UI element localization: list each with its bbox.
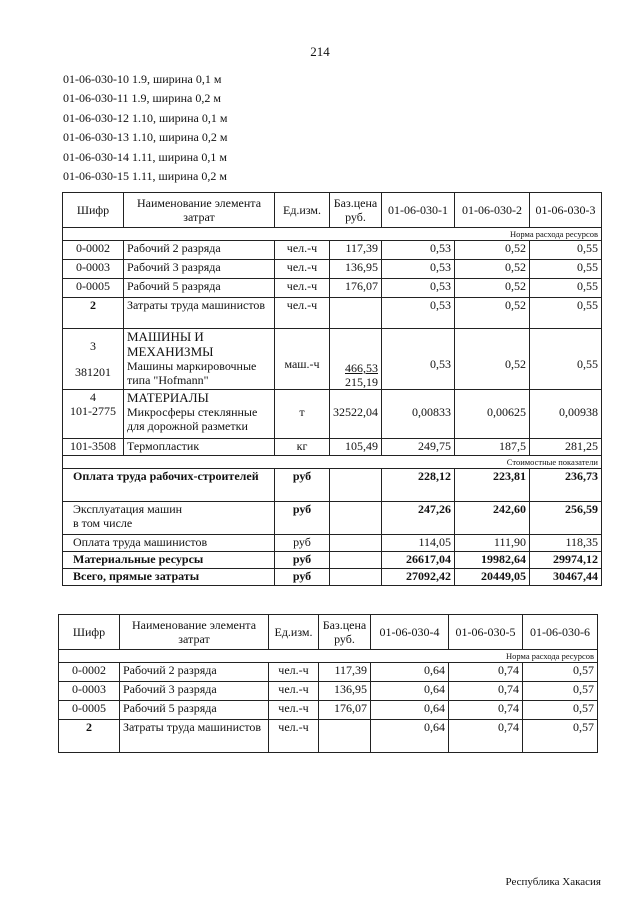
header-col-4: 01-06-030-4 bbox=[371, 615, 449, 650]
cost-name: Всего, прямые затраты bbox=[63, 569, 275, 586]
cost-v2: 242,60 bbox=[455, 502, 530, 535]
cost-empty bbox=[330, 469, 382, 502]
cell-price bbox=[319, 720, 371, 753]
labor-total-row bbox=[59, 720, 598, 753]
cell-v3: 0,57 bbox=[523, 663, 598, 682]
cell-unit: чел.-ч bbox=[275, 260, 330, 279]
cost-v1: 26617,04 bbox=[382, 552, 455, 569]
cell-name bbox=[124, 329, 275, 390]
cell-price: 117,39 bbox=[319, 663, 371, 682]
cell-code: 0-0005 bbox=[59, 701, 120, 720]
cost-v2: 19982,64 bbox=[455, 552, 530, 569]
cell-price: 32522,04 bbox=[330, 390, 382, 439]
header-unit: Ед.изм. bbox=[275, 193, 330, 228]
table-row bbox=[59, 682, 598, 701]
footer-region: Республика Хакасия bbox=[505, 876, 601, 888]
section-row bbox=[63, 456, 602, 469]
cell-price: 136,95 bbox=[330, 260, 382, 279]
cell-v2: 0,52 bbox=[455, 241, 530, 260]
cost-v1: 27092,42 bbox=[382, 569, 455, 586]
materials-row bbox=[63, 390, 602, 439]
cost-subtitle: в том числе bbox=[73, 516, 133, 530]
cost-v3: 30467,44 bbox=[530, 569, 602, 586]
cell-price: 176,07 bbox=[319, 701, 371, 720]
cell-price bbox=[330, 329, 382, 390]
cell-name: Затраты труда машинистов bbox=[124, 298, 275, 329]
cost-row bbox=[63, 502, 602, 535]
table-row bbox=[63, 439, 602, 456]
cell-unit: кг bbox=[275, 439, 330, 456]
material-code: 101-2775 bbox=[70, 404, 116, 418]
cell-name: Рабочий 3 разряда bbox=[120, 682, 269, 701]
section-code: 4 bbox=[90, 390, 96, 404]
cell-v2: 0,52 bbox=[455, 329, 530, 390]
cell-code: 0-0003 bbox=[63, 260, 124, 279]
table-header-row bbox=[59, 615, 598, 650]
cell-name: Затраты труда машинистов bbox=[120, 720, 269, 753]
cell-v3: 0,55 bbox=[530, 260, 602, 279]
header-col-6: 01-06-030-6 bbox=[523, 615, 598, 650]
cell-code: 101-3508 bbox=[63, 439, 124, 456]
cost-v3: 236,73 bbox=[530, 469, 602, 502]
header-col-1: 01-06-030-1 bbox=[382, 193, 455, 228]
header-price: Баз.цена руб. bbox=[330, 193, 382, 228]
section-title: МАТЕРИАЛЫ bbox=[127, 390, 209, 405]
machines-row bbox=[63, 329, 602, 390]
price-main: 466,53 bbox=[345, 361, 378, 375]
cost-name: Материальные ресурсы bbox=[63, 552, 275, 569]
code-line: 01-06-030-14 1.11, ширина 0,1 м bbox=[63, 149, 227, 164]
cell-v1: 0,53 bbox=[382, 279, 455, 298]
cell-v3: 0,55 bbox=[530, 241, 602, 260]
header-unit: Ед.изм. bbox=[269, 615, 319, 650]
cost-empty bbox=[330, 552, 382, 569]
cost-empty bbox=[330, 502, 382, 535]
cost-v2: 20449,05 bbox=[455, 569, 530, 586]
cell-unit: чел.-ч bbox=[275, 298, 330, 329]
cell-code: 0-0002 bbox=[59, 663, 120, 682]
cell-code: 2 bbox=[59, 720, 120, 753]
cost-unit: руб bbox=[275, 469, 330, 502]
section-row bbox=[63, 228, 602, 241]
table-row bbox=[59, 663, 598, 682]
cost-empty bbox=[330, 569, 382, 586]
cell-unit: чел.-ч bbox=[269, 663, 319, 682]
material-name: Микросферы стеклянные для дорожной разметки bbox=[127, 405, 258, 433]
machine-name: Машины маркировочные типа "Hofmann" bbox=[127, 359, 257, 387]
cell-v3: 0,55 bbox=[530, 329, 602, 390]
cell-code: 0-0005 bbox=[63, 279, 124, 298]
cell-name: Рабочий 3 разряда bbox=[124, 260, 275, 279]
cell-v1: 0,64 bbox=[371, 682, 449, 701]
cost-label: Стоимостные показатели bbox=[63, 456, 602, 469]
cell-unit: чел.-ч bbox=[275, 241, 330, 260]
cell-unit: чел.-ч bbox=[269, 682, 319, 701]
cell-v1: 0,53 bbox=[382, 260, 455, 279]
resource-table-1 bbox=[62, 192, 602, 586]
cost-v2: 111,90 bbox=[455, 535, 530, 552]
cell-code bbox=[63, 329, 124, 390]
cell-v1: 0,00833 bbox=[382, 390, 455, 439]
cost-row bbox=[63, 535, 602, 552]
cell-v3: 0,57 bbox=[523, 720, 598, 753]
cell-v1: 0,53 bbox=[382, 329, 455, 390]
cost-unit: руб bbox=[275, 502, 330, 535]
cell-name: Рабочий 5 разряда bbox=[124, 279, 275, 298]
cell-v1: 0,64 bbox=[371, 663, 449, 682]
cost-v1: 114,05 bbox=[382, 535, 455, 552]
code-line: 01-06-030-13 1.10, ширина 0,2 м bbox=[63, 130, 228, 145]
cell-v2: 0,52 bbox=[455, 298, 530, 329]
cell-name: Рабочий 2 разряда bbox=[124, 241, 275, 260]
table-row bbox=[63, 279, 602, 298]
cell-v2: 187,5 bbox=[455, 439, 530, 456]
cell-v2: 0,74 bbox=[449, 720, 523, 753]
cell-v2: 0,52 bbox=[455, 260, 530, 279]
cell-v1: 249,75 bbox=[382, 439, 455, 456]
code-line: 01-06-030-15 1.11, ширина 0,2 м bbox=[63, 169, 227, 184]
table-row bbox=[59, 701, 598, 720]
cost-row bbox=[63, 569, 602, 586]
table-header-row bbox=[63, 193, 602, 228]
cost-v3: 29974,12 bbox=[530, 552, 602, 569]
machine-code: 381201 bbox=[75, 365, 111, 379]
cost-v2: 223,81 bbox=[455, 469, 530, 502]
cell-name: Рабочий 5 разряда bbox=[120, 701, 269, 720]
cell-unit: чел.-ч bbox=[269, 720, 319, 753]
cell-price bbox=[330, 298, 382, 329]
cost-v1: 247,26 bbox=[382, 502, 455, 535]
cell-v2: 0,74 bbox=[449, 682, 523, 701]
cell-v2: 0,52 bbox=[455, 279, 530, 298]
cell-price: 117,39 bbox=[330, 241, 382, 260]
cell-v2: 0,74 bbox=[449, 701, 523, 720]
cell-code: 0-0002 bbox=[63, 241, 124, 260]
cost-v3: 256,59 bbox=[530, 502, 602, 535]
norm-label: Норма расхода ресурсов bbox=[59, 650, 598, 663]
cell-v3: 0,57 bbox=[523, 682, 598, 701]
cell-unit: чел.-ч bbox=[269, 701, 319, 720]
cost-unit: руб bbox=[275, 552, 330, 569]
header-col-5: 01-06-030-5 bbox=[449, 615, 523, 650]
cell-unit: т bbox=[275, 390, 330, 439]
code-list bbox=[63, 70, 227, 186]
table-row bbox=[63, 241, 602, 260]
cost-name: Оплата труда рабочих-строителей bbox=[63, 469, 275, 502]
cell-name bbox=[124, 390, 275, 439]
cell-v3: 0,55 bbox=[530, 279, 602, 298]
cost-title: Эксплуатация машин bbox=[73, 502, 183, 516]
cell-name: Термопластик bbox=[124, 439, 275, 456]
cost-empty bbox=[330, 535, 382, 552]
cell-code: 0-0003 bbox=[59, 682, 120, 701]
cell-code: 2 bbox=[63, 298, 124, 329]
cell-name: Рабочий 2 разряда bbox=[120, 663, 269, 682]
cost-row bbox=[63, 552, 602, 569]
cell-v1: 0,53 bbox=[382, 298, 455, 329]
header-code: Шифр bbox=[59, 615, 120, 650]
cost-v1: 228,12 bbox=[382, 469, 455, 502]
header-name: Наименование элемента затрат bbox=[124, 193, 275, 228]
code-line: 01-06-030-11 1.9, ширина 0,2 м bbox=[63, 91, 221, 106]
code-line: 01-06-030-12 1.10, ширина 0,1 м bbox=[63, 110, 228, 125]
section-row bbox=[59, 650, 598, 663]
cost-unit: руб bbox=[275, 535, 330, 552]
resource-table-2 bbox=[58, 614, 598, 753]
header-col-3: 01-06-030-3 bbox=[530, 193, 602, 228]
cell-v1: 0,64 bbox=[371, 720, 449, 753]
cost-row bbox=[63, 469, 602, 502]
norm-label: Норма расхода ресурсов bbox=[63, 228, 602, 241]
section-title: МАШИНЫ И МЕХАНИЗМЫ bbox=[127, 329, 214, 359]
cell-price: 176,07 bbox=[330, 279, 382, 298]
page-number: 214 bbox=[310, 44, 330, 59]
cell-v3: 0,00938 bbox=[530, 390, 602, 439]
cell-v2: 0,00625 bbox=[455, 390, 530, 439]
section-code: 3 bbox=[90, 339, 96, 353]
cost-name bbox=[63, 502, 275, 535]
header-code: Шифр bbox=[63, 193, 124, 228]
header-price: Баз.цена руб. bbox=[319, 615, 371, 650]
price-secondary: 215,19 bbox=[345, 375, 378, 389]
cell-price: 105,49 bbox=[330, 439, 382, 456]
header-name: Наименование элемента затрат bbox=[120, 615, 269, 650]
cost-unit: руб bbox=[275, 569, 330, 586]
code-line: 01-06-030-10 1.9, ширина 0,1 м bbox=[63, 72, 222, 86]
cost-v3: 118,35 bbox=[530, 535, 602, 552]
cell-v2: 0,74 bbox=[449, 663, 523, 682]
cell-code bbox=[63, 390, 124, 439]
cell-v3: 0,57 bbox=[523, 701, 598, 720]
table-row bbox=[63, 260, 602, 279]
cost-name: Оплата труда машинистов bbox=[63, 535, 275, 552]
cell-v1: 0,64 bbox=[371, 701, 449, 720]
header-col-2: 01-06-030-2 bbox=[455, 193, 530, 228]
cell-price: 136,95 bbox=[319, 682, 371, 701]
labor-total-row bbox=[63, 298, 602, 329]
cell-v3: 281,25 bbox=[530, 439, 602, 456]
cell-v1: 0,53 bbox=[382, 241, 455, 260]
cell-v3: 0,55 bbox=[530, 298, 602, 329]
cell-unit: маш.-ч bbox=[275, 329, 330, 390]
cell-unit: чел.-ч bbox=[275, 279, 330, 298]
